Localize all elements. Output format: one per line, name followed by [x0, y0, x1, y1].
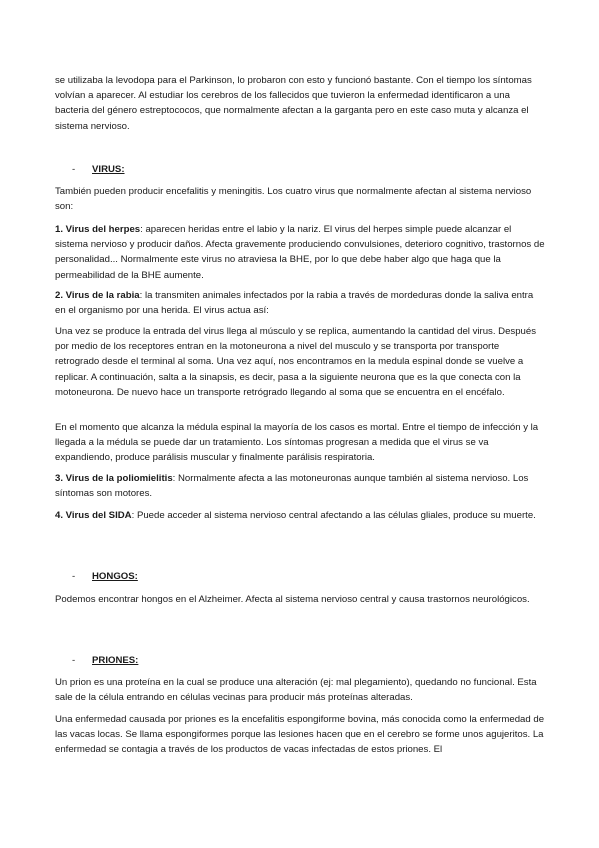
virus-heading: [72, 162, 125, 177]
rabia-mechanism-paragraph: Una vez se produce la entrada del virus llega al músculo y se replica, aumentando la cantidad del virus. Después por medio de los receptores entran en la motoneurona a nivel del musculo y se transporta por transporte retrogrado desde el terminal al soma. Una vez aquí, nos encontramos en la medula espinal donde se vuelve a replicar. A continuación, salta a la sinapsis, es decir, pasa a la siguiente neurona que es la que conecta con la motoneurona. De nuevo hace un transporte retrógrado llegando al soma que se encuentra en el encéfalo.: [55, 326, 537, 398]
intro-paragraph: se utilizaba la levodopa para el Parkinson, lo probaron con esto y funcionó bastante. Con el tiempo los síntomas volvían a aparecer. Al estudiar los cerebros de los fallecidos que tuvieron la enfermedad identificaron a una bacteria del género estreptococos, que normalmente afectan a la garganta pero en este caso muta y alcanza el sistema nervioso.: [55, 75, 532, 132]
priones-heading: [72, 653, 138, 668]
priones-disease-paragraph: Una enfermedad causada por priones es la encefalitis espongiforme bovina, más conocida como la enfermedad de las vacas locas. Se llama espongiformes porque las lesiones hacen que en el cerebro se forme unos agujeritos. La enfermedad se contagia a través de los productos de vacas infectadas de estos priones. El: [55, 714, 545, 756]
bullet-dash: -: [72, 571, 76, 582]
rabia-prognosis-paragraph: En el momento que alcanza la médula espinal la mayoría de los casos es mortal. Entre el tiempo de infección y la llegada a la médula se puede dar un tratamiento. Los síntomas progresan a medida que el virus se va expandiendo, produce parálisis muscular y finalmente parálisis respiratoria.: [55, 422, 539, 464]
hongos-heading: [72, 569, 138, 584]
sida-text: : Puede acceder al sistema nervioso central afectando a las células gliales, produce su muerte.: [131, 510, 536, 521]
hongos-paragraph: Podemos encontrar hongos en el Alzheimer. Afecta al sistema nervioso central y causa trastornos neurológicos.: [55, 594, 530, 605]
sida-title: 4. Virus del SIDA: [55, 510, 132, 521]
priones-definition-paragraph: Un prion es una proteína en la cual se produce una alteración (ej: mal plegamiento), quedando no funcional. Esta sale de la célula entrando en células vecinas para producir más proteínas alteradas.: [55, 677, 537, 704]
priones-heading-title: PRIONES:: [92, 655, 139, 666]
virus-intro-paragraph: También pueden producir encefalitis y meningitis. Los cuatro virus que normalmente afectan al sistema nervioso son:: [55, 186, 532, 213]
bullet-dash: -: [72, 164, 76, 175]
polio-text: : Normalmente afecta a las motoneuronas aunque también al sistema nervioso. Los síntomas son motores.: [55, 473, 529, 500]
sida-paragraph: [55, 508, 545, 523]
rabia-text: : la transmiten animales infectados por la rabia a través de mordeduras donde la saliva entra en el organismo por una herida. El virus actua así:: [55, 290, 534, 317]
herpes-text: : aparecen heridas entre el labio y la nariz. El virus del herpes simple puede alcanzar el sistema nervioso y producir daños. Afecta gravemente produciendo convulsiones, deterioro cognitivo, trastornos de personalidad... Normalmente este virus no atraviesa la BHE, por lo que debe haber algo que haga que la permeabilidad de la BHE aumente.: [55, 224, 545, 281]
bullet-dash: -: [72, 655, 76, 666]
rabia-paragraph: [55, 288, 545, 318]
polio-paragraph: [55, 471, 545, 501]
herpes-paragraph: [55, 222, 545, 283]
virus-heading-title: VIRUS:: [92, 164, 125, 175]
herpes-title: 1. Virus del herpes: [55, 224, 141, 235]
hongos-heading-title: HONGOS:: [92, 571, 138, 582]
rabia-title: 2. Virus de la rabia: [55, 290, 140, 301]
polio-title: 3. Virus de la poliomielitis: [55, 473, 173, 484]
